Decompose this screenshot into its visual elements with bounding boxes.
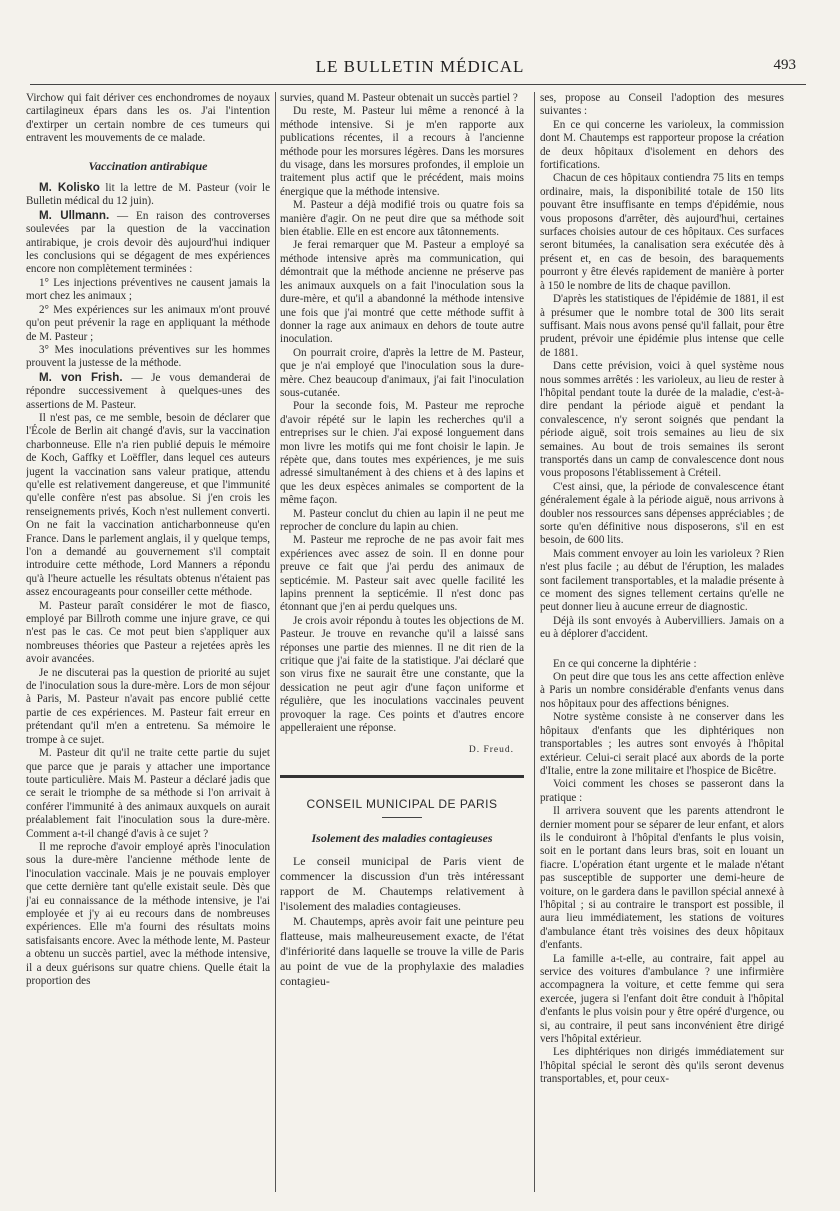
paragraph: Virchow qui fait dériver ces enchondromes de noyaux cartilagineux épars dans les os. J'ai l'intention d'extirper un certain nombre de ces tumeurs qui entravent les mouvements de ce malade. bbox=[26, 92, 270, 145]
author-signature: D. Freud. bbox=[468, 744, 514, 755]
speaker-text: — En raison des controverses soulevées par la question de la vaccination antirabique, je crois devoir dès aujourd'hui indiquer les conclusions qui se dégagent de mes expériences encore non complètement terminées : bbox=[26, 209, 270, 276]
paragraph: survies, quand M. Pasteur obtenait un succès partiel ? bbox=[280, 92, 518, 104]
speaker-name: M. Kolisko bbox=[39, 181, 100, 195]
paragraph: Je ne discuterai pas la question de priorité au sujet de l'inoculation sous la dure-mère. Lors de mon séjour à Paris, M. Pasteur n'avait pas encore publié cette partie de ces expériences. M. Pasteur fait erreur en prétendant qu'il m'en a entretenu. Sa mémoire le trompe à ce sujet. bbox=[26, 666, 270, 746]
section-divider bbox=[280, 775, 524, 778]
paragraph: Il n'est pas, ce me semble, besoin de déclarer que l'École de Berlin ait changé d'avis, sur la vaccination charbonneuse. Elle n'a rien publié depuis le mémoire de Koch, Gaffky et Loëffler, dans lequel ces auteurs jugent la vaccination sans valeur pratique, attendu qu'elle est relativement dangereuse, et que l'immunité qu'elle confère n'est pas absolue. Si j'en crois les renseignements privés, Koch n'est nullement converti. On ne fait la vaccination anticharbonneuse qu'en France. Dans le parlement anglais, il y quelque temps, l'on a demandé au gouvernement s'il comptait introduire cette méthode, Lord Manners a répondu qu'à l'heure actuelle les résultats obtenus n'étaient pas assez encourageants pour conseiller cette méthode. bbox=[26, 411, 270, 599]
column-2 bbox=[280, 92, 524, 1200]
paragraph: Du reste, M. Pasteur lui même a renoncé à la méthode intensive. Si je m'en rapporte aux publications récentes, il a recours à l'ancienne méthode pour les morsures légères. Dans les morsures du visage, dans les morsures profondes, il emploie un traitement plus actif que le précédent, mais moins énergique que la méthode intensive. bbox=[280, 105, 524, 198]
header-rule bbox=[30, 84, 806, 85]
paragraph: On pourrait croire, d'après la lettre de M. Pasteur, que je n'ai employé que l'inoculation sous la dure-mère. Chez beaucoup d'animaux, j'ai fait l'inoculation sous-cutanée. bbox=[280, 346, 524, 399]
column-3 bbox=[540, 92, 784, 1200]
short-rule bbox=[382, 817, 422, 818]
paragraph: En ce qui concerne la diphtérie : bbox=[553, 657, 697, 670]
speaker-text: — Je vous demanderai de répondre successivement à quelques-unes des assertions de M. Pasteur. bbox=[26, 371, 270, 411]
paragraph: La famille a-t-elle, au contraire, fait appel au service des voitures d'ambulance ? une infirmière accompagnera la voiture, et cette femme qui sera exercée, jugera si l'enfant doit être conduit à l'hôpital d'enfants le plus voisin pour y être opéré d'urgence, ou si, au contraire, il peut sans inconvénient être dirigé vers l'hôpital extérieur. bbox=[540, 952, 784, 1046]
paragraph: Les diphtériques non dirigés immédiatement sur l'hôpital spécial le seront dès qu'ils seront devenus transportables, et, pour ceux- bbox=[540, 1046, 784, 1086]
paragraph: M. Pasteur me reproche de ne pas avoir fait mes expériences avec assez de soin. Il en donne pour preuve ce fait que j'ai perdu des animaux de septicémie. M. Pasteur sait avec quelle facilité les lapins prennent la septicémie. Il n'est donc pas étonnant que j'en ai perdu quelques uns. bbox=[280, 534, 524, 614]
spacer bbox=[540, 642, 784, 658]
paragraph: Dans cette prévision, voici à quel système nous nous sommes arrêtés : les varioleux, au lieu de rester à l'hôpital pendant toute la durée de la maladie, c'est-à-dire pendant la période aiguë et pendant la convalescence, n'y seront soignés que pendant la période aiguë, soit trois semaines au lieu de six semaines. Au bout de trois semaines ils seront transportés dans un camp de convalescence dont nous vous proposons l'établissement à Créteil. bbox=[540, 360, 784, 480]
paragraph bbox=[26, 181, 270, 209]
column-rule-2 bbox=[534, 92, 535, 1192]
paragraph: D'après les statistiques de l'épidémie de 1881, il est à présumer que le nombre total de 300 lits serait suffisant. Mais nous avons pensé qu'il fallait, pour être prudent, prévoir une épidémie plus intense que celle de 1881. bbox=[540, 293, 784, 359]
paragraph: Je ferai remarquer que M. Pasteur a employé sa méthode intensive après ma communication, qui démontrait que la méthode ancienne ne préserve pas les animaux auxquels on a fait l'inoculation sous la dure-mère, et qu'il a abandonné la méthode intensive une fois que j'ai montré que cette méthode suffit à donner la rage aux animaux en dehors de toute autre inoculation. bbox=[280, 239, 524, 346]
paragraph: Le conseil municipal de Paris vient de commencer la discussion d'un très intéressant rapport de M. Chautemps relativement à l'isolement des maladies contagieuses. bbox=[280, 853, 524, 913]
conseil-title: CONSEIL MUNICIPAL DE PARIS bbox=[306, 796, 498, 811]
column-1 bbox=[26, 92, 270, 1200]
speaker-text: lit la lettre de M. Pasteur (voir le Bulletin médical du 12 juin). bbox=[26, 182, 270, 208]
paragraph: ses, propose au Conseil l'adoption des mesures suivantes : bbox=[540, 92, 784, 118]
paragraph: M. Pasteur a déjà modifié trois ou quatre fois sa manière d'agir. On ne peut dire que sa méthode soit bien établie. Elle en est encore aux tâtonnements. bbox=[280, 199, 524, 239]
paragraph: Mais comment envoyer au loin les varioleux ? Rien n'est plus facile ; au début de l'éruption, les malades sont facilement transportables, et la maladie présente à ce moment des signes tellement certains qu'elle ne peut donner lieu à aucune erreur de diagnostic. bbox=[540, 547, 784, 614]
paragraph bbox=[26, 371, 270, 412]
paragraph: M. Pasteur conclut du chien au lapin il ne peut me reprocher de conclure du lapin au chien. bbox=[280, 507, 524, 533]
page-header bbox=[0, 55, 840, 81]
paragraph: M. Pasteur paraît considérer le mot de fiasco, employé par Billroth comme une injure grave, ce qui n'est pas le cas. Ce mot peut bien s'appliquer aux nombreuses théories que Pasteur a rejetées après les avoir avancées. bbox=[26, 599, 270, 666]
paragraph: M. Chautemps, après avoir fait une peinture peu flatteuse, mais malheureusement exacte, de l'état d'infériorité dans laquelle se trouve la ville de Paris au point de vue de la prophylaxie des maladies contagieu- bbox=[280, 913, 524, 988]
paragraph: 3° Mes inoculations préventives sur les hommes prouvent la justesse de la méthode. bbox=[26, 343, 270, 370]
page-number: 493 bbox=[773, 57, 796, 73]
paragraph bbox=[26, 209, 270, 277]
paragraph: Je crois avoir répondu à toutes les objections de M. Pasteur. Je trouve en revanche qu'il a laissé sans réponses une partie des miennes. Il ne dit rien de la critique que j'ai faite de la statistique. J'ai déclaré que son virus fixe ne saurait être une constante, que la dessication ne peut agir d'une façon uniforme et régulière, que les inoculations vaccinales peuvent provoquer la rage. Ces points et d'autres encore appelleraient une réponse. bbox=[280, 614, 524, 735]
column-rule-1 bbox=[275, 92, 276, 1192]
paragraph: 1° Les injections préventives ne causent jamais la mort chez les animaux ; bbox=[26, 276, 270, 303]
paragraph: Il arrivera souvent que les parents attendront le dernier moment pour se séparer de leur enfant, et alors ils le conduiront à l'hôpital d'enfants le plus voisin, soit en le portant dans leurs bras, soit en louant un fiacre. L'opération étant urgente et le malade n'étant pas susceptible de supporter une demi-heure de voiture, on le gardera dans le pavillon spécial annexé à l'hôpital ; si au contraire le transport est possible, il aura lieu immédiatement, les stations de voitures d'ambulance étant très voisines des deux hôpitaux d'enfants. bbox=[540, 805, 784, 952]
paragraph: Déjà ils sont envoyés à Aubervilliers. Jamais on a eu à déplorer d'accident. bbox=[540, 614, 784, 641]
paragraph: Chacun de ces hôpitaux contiendra 75 lits en temps ordinaire, mais, la disponibilité totale de 150 lits pouvant être insuffisante en temps d'épidémie, nous vous proposons d'arrêter, dès aujourd'hui, certaines surfaces choisies autour de ces hôpitaux. Ces surfaces seront bitumées, la canalisation sera exécutée dès à présent et, en cas de besoin, des baraquements pourront y être élevés rapidement de manière à porter à 150 le nombre de lits de chaque pavillon. bbox=[540, 172, 784, 292]
speaker-name: M. von Frish. bbox=[39, 370, 123, 384]
paragraph: C'est ainsi, que, la période de convalescence étant généralement égale à la période aiguë, nous arrivons à doubler nos ressources sans dépenses appréciables ; de sorte qu'en définitive nous disposerons, s'il en est besoin, de 600 lits. bbox=[540, 480, 784, 547]
paragraph: On peut dire que tous les ans cette affection enlève à Paris un nombre considérable d'enfants venus dans nos hôpitaux pour des affections bénignes. bbox=[540, 671, 784, 710]
paragraph: Voici comment les choses se passeront dans la pratique : bbox=[540, 778, 784, 804]
paragraph: 2° Mes expériences sur les animaux m'ont prouvé qu'on peut prévenir la rage en appliquant la méthode de M. Pasteur ; bbox=[26, 303, 270, 343]
paragraph: M. Pasteur dit qu'il ne traite cette partie du sujet que parce que je parais y attacher une importance toute particulière. Mais M. Pasteur a déclaré jadis que ce serait le triomphe de sa méthode si l'on arrivait à conférer l'immunité à des animaux auxquels on aurait préalablement fait l'inoculation sous la dure-mère. Comment a-t-il changé d'avis à ce sujet ? bbox=[26, 747, 270, 840]
paragraph: Il me reproche d'avoir employé après l'inoculation sous la dure-mère l'ancienne méthode lente de l'inoculation vaccinale. Mais je ne pouvais employer que cette dernière tant qu'elle existait seule. Dès que j'ai eu connaissance de la méthode intensive, je l'ai employée et j'y ai eu recours dans de nombreuses expériences. Elle m'a fourni des résultats moins satisfaisants encore. Avec la méthode lente, M. Pasteur a obtenu un succès partiel, avec la méthode intensive, il a deux guérisons sur quatre chiens. Quelle était la proportion des bbox=[26, 840, 270, 987]
paragraph: Notre système consiste à ne conserver dans les hôpitaux d'enfants que les diphtériques non transportables ; les autres sont envoyés à l'hôpital extérieur. Celui-ci serait placé aux abords de la porte d'Italie, entre la zone militaire et l'hospice de Bicêtre. bbox=[540, 711, 784, 777]
journal-title: LE BULLETIN MÉDICAL bbox=[315, 57, 525, 76]
speaker-name: M. Ullmann. bbox=[39, 208, 110, 222]
paragraph: En ce qui concerne les varioleux, la commission dont M. Chautemps est rapporteur propose la création de deux hôpitaux d'isolement en dehors des fortifications. bbox=[540, 118, 784, 172]
section-title: Isolement des maladies contagieuses bbox=[311, 831, 493, 846]
section-title: Vaccination antirabique bbox=[88, 158, 208, 173]
paragraph: Pour la seconde fois, M. Pasteur me reproche d'avoir répété sur le lapin les recherches qu'il a entreprises sur le chien. J'ai exposé longuement dans mon livre les motifs qui me font choisir le lapin. Je répète que, dans toutes mes expériences, je me suis adressé simultanément à des chiens et à des lapins et que les deux espèces animales se comportent de la même façon. bbox=[280, 400, 524, 507]
